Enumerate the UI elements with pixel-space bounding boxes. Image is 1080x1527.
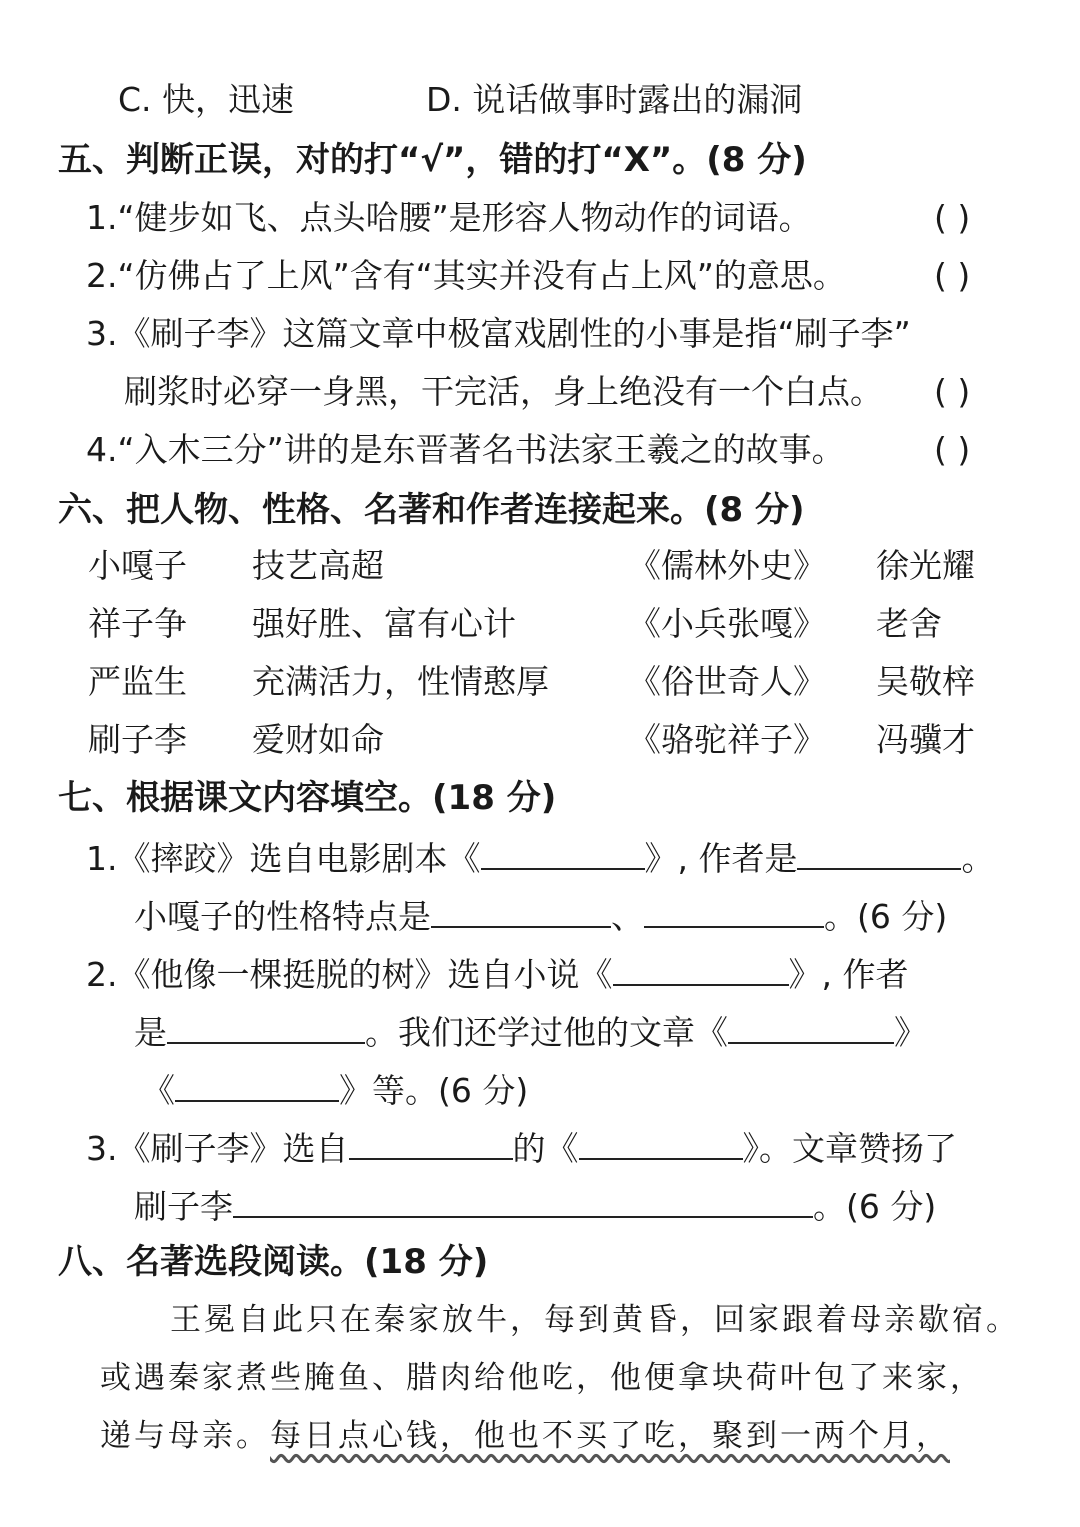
match-author-3[interactable]: 吴敬梓 bbox=[876, 662, 975, 701]
match-person-2[interactable]: 祥子争 bbox=[88, 604, 187, 643]
match-person-1[interactable]: 小嘎子 bbox=[88, 546, 187, 585]
s5-item3-text: 3.《刷子李》这篇文章中极富戏剧性的小事是指“刷子李” bbox=[86, 314, 911, 353]
s7-q2-text-f: 《 bbox=[142, 1071, 175, 1110]
match-book-4[interactable]: 《骆驼祥子》 bbox=[628, 720, 826, 759]
s7-q1-line2 bbox=[134, 892, 947, 939]
match-book-3[interactable]: 《俗世奇人》 bbox=[628, 662, 826, 701]
option-c: C. 快，迅速 bbox=[118, 80, 295, 119]
s5-item2-text: 2.“仿佛占了上风”含有“其实并没有占上风”的意思。 bbox=[86, 256, 846, 295]
s7-q2-blank-novel[interactable] bbox=[613, 950, 789, 986]
match-book-2[interactable]: 《小兵张嘎》 bbox=[628, 604, 826, 643]
s7-q2-text-g: 》等。(6 分) bbox=[339, 1071, 529, 1110]
match-author-2[interactable]: 老舍 bbox=[876, 604, 942, 643]
s5-item2-answer[interactable]: ( ) bbox=[934, 256, 971, 295]
s7-q3-text-b: 的《 bbox=[512, 1129, 579, 1168]
s5-item3-answer[interactable]: ( ) bbox=[934, 372, 971, 411]
s8-passage-line2: 或遇秦家煮些腌鱼、腊肉给他吃，他便拿块荷叶包了来家， bbox=[100, 1360, 984, 1396]
s7-q2-blank-article2[interactable] bbox=[175, 1066, 339, 1102]
match-trait-3[interactable]: 充满活力，性情憨厚 bbox=[252, 662, 549, 701]
match-book-1[interactable]: 《儒林外史》 bbox=[628, 546, 826, 585]
s7-q2-blank-author[interactable] bbox=[167, 1008, 365, 1044]
s7-q1-text-d: 小嘎子的性格特点是 bbox=[134, 897, 431, 936]
match-trait-1[interactable]: 技艺高超 bbox=[252, 546, 384, 585]
s8-passage-line1: 王冕自此只在秦家放牛，每到黄昏，回家跟着母亲歇宿。 bbox=[170, 1302, 1020, 1338]
s7-q1-line1 bbox=[86, 834, 994, 881]
match-trait-2[interactable]: 强好胜、富有心计 bbox=[252, 604, 516, 643]
s7-q1-text-f: 。(6 分) bbox=[824, 897, 948, 936]
s5-item1-text: 1.“健步如飞、点头哈腰”是形容人物动作的词语。 bbox=[86, 198, 812, 237]
s7-q1-text-b: 》, 作者是 bbox=[644, 839, 798, 878]
section5-title: 五、判断正误，对的打“√”，错的打“X”。(8 分) bbox=[58, 140, 807, 180]
s7-q1-text-e: 、 bbox=[611, 897, 644, 936]
s8-passage-line3 bbox=[100, 1414, 950, 1458]
s5-item4-answer[interactable]: ( ) bbox=[934, 430, 971, 469]
s7-q3-text-d: 刷子李 bbox=[134, 1187, 233, 1226]
match-author-1[interactable]: 徐光耀 bbox=[876, 546, 975, 585]
s7-q2-line3 bbox=[142, 1066, 528, 1113]
s5-item1-answer[interactable]: ( ) bbox=[934, 198, 971, 237]
s7-q2-text-e: 》 bbox=[894, 1013, 927, 1052]
s7-q1-blank-script[interactable] bbox=[481, 834, 645, 870]
s5-item3-text2: 刷浆时必穿一身黑，干完活，身上绝没有一个白点。 bbox=[124, 372, 883, 411]
s7-q3-text-c: 》。文章赞扬了 bbox=[742, 1129, 957, 1168]
option-d: D. 说话做事时露出的漏洞 bbox=[426, 80, 803, 119]
s8-passage-underlined: 每日点心钱，他也不买了吃，聚到一两个月， bbox=[270, 1418, 950, 1454]
s8-passage-line3-a: 递与母亲。 bbox=[100, 1418, 270, 1454]
match-author-4[interactable]: 冯骥才 bbox=[876, 720, 975, 759]
s7-q2-text-b: 》, 作者 bbox=[788, 955, 909, 994]
s7-q1-text-a: 1.《摔跤》选自电影剧本《 bbox=[86, 839, 481, 878]
s7-q1-blank-trait1[interactable] bbox=[431, 892, 611, 928]
s7-q2-line2 bbox=[134, 1008, 927, 1055]
s7-q3-line2 bbox=[134, 1182, 936, 1229]
match-trait-4[interactable]: 爱财如命 bbox=[252, 720, 384, 759]
s7-q2-line1 bbox=[86, 950, 908, 997]
s7-q3-text-e: 。(6 分) bbox=[813, 1187, 937, 1226]
s7-q3-blank-author[interactable] bbox=[349, 1124, 513, 1160]
s7-q1-text-c: 。 bbox=[961, 839, 995, 878]
s7-q3-blank-book[interactable] bbox=[579, 1124, 743, 1160]
s7-q2-text-a: 2.《他像一棵挺脱的树》选自小说《 bbox=[86, 955, 613, 994]
section7-title: 七、根据课文内容填空。(18 分) bbox=[58, 778, 557, 818]
s7-q3-blank-praise[interactable] bbox=[233, 1182, 813, 1218]
s5-item4-text: 4.“入木三分”讲的是东晋著名书法家王羲之的故事。 bbox=[86, 430, 845, 469]
s7-q2-blank-article1[interactable] bbox=[728, 1008, 894, 1044]
s7-q1-blank-trait2[interactable] bbox=[644, 892, 824, 928]
section8-title: 八、名著选段阅读。(18 分) bbox=[58, 1242, 489, 1282]
match-person-4[interactable]: 刷子李 bbox=[88, 720, 187, 759]
s7-q2-text-d: 。我们还学过他的文章《 bbox=[365, 1013, 728, 1052]
match-person-3[interactable]: 严监生 bbox=[88, 662, 187, 701]
s7-q2-text-c: 是 bbox=[134, 1013, 167, 1052]
section6-title: 六、把人物、性格、名著和作者连接起来。(8 分) bbox=[58, 490, 805, 530]
s7-q3-text-a: 3.《刷子李》选自 bbox=[86, 1129, 349, 1168]
s7-q1-blank-author[interactable] bbox=[797, 834, 961, 870]
s7-q3-line1 bbox=[86, 1124, 957, 1171]
